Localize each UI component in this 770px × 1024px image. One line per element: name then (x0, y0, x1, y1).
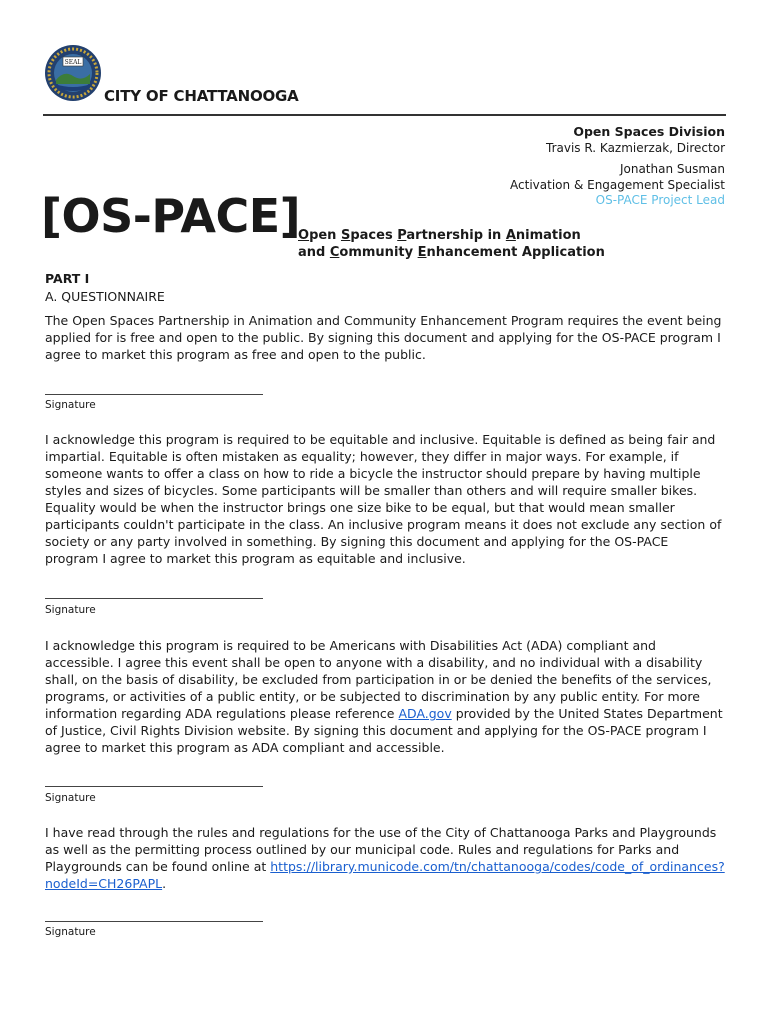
contact-title: Activation & Engagement Specialist (510, 178, 725, 192)
header-rule (43, 114, 726, 116)
signature-line-4[interactable] (45, 921, 263, 922)
question-1-text: The Open Spaces Partnership in Animation and Community Enhancement Program requires the event being applied for is free and open to the public. By signing this document and applying for the OS-PACE program I agree to market this program as free and open to the public. (45, 313, 722, 362)
signature-label-2: Signature (45, 604, 96, 616)
program-acronym: [OS-PACE] (41, 189, 301, 243)
signature-label-3: Signature (45, 792, 96, 804)
signature-line-1[interactable] (45, 394, 263, 395)
city-name: CITY OF CHATTANOOGA (104, 87, 299, 105)
question-4-text: I have read through the rules and regulations for the use of the City of Chattanooga Parks and Playgrounds as well as the permitting process outlined by our municipal code. Rules and regulations for Parks and Playgrounds can be found online at https://library.municode.com/tn/chattanooga/codes/code_of_ordinances?nodeId=CH26PAPL. (45, 825, 725, 891)
municode-link[interactable]: https://library.municode.com/tn/chattanooga/codes/code_of_ordinances?nodeId=CH26PAPL (45, 859, 725, 891)
city-seal-logo (44, 44, 102, 102)
program-name-line-2: and Community Enhancement Application (298, 245, 605, 260)
section-label: A. QUESTIONNAIRE (45, 289, 165, 304)
division-name: Open Spaces Division (573, 124, 725, 139)
signature-line-2[interactable] (45, 598, 263, 599)
director-name: Travis R. Kazmierzak, Director (546, 141, 725, 155)
program-name-line-1: Open Spaces Partnership in Animation (298, 228, 581, 243)
seal-text: SEAL (64, 59, 82, 66)
question-2-text: I acknowledge this program is required to be equitable and inclusive. Equitable is defined as being fair and impartial. Equitable is often mistaken as equality; however, they differ in major ways. For example, if someone wants to offer a class on how to ride a bicycle the instructor should prepare by having multiple styles and sizes of bicycles. Some participants will be smaller than others and will require smaller bikes. Equality would be when the instructor brings one size bike to be equal, but that would mean smaller participants couldn't participate in the class. An inclusive program means it does not exclude any section of society or any party involved in something. By signing this document and applying for the OS-PACE program I agree to market this program as equitable and inclusive. (45, 432, 722, 566)
signature-line-3[interactable] (45, 786, 263, 787)
part-label: PART I (45, 271, 90, 286)
signature-label-1: Signature (45, 399, 96, 411)
program-full-name (298, 227, 605, 261)
signature-label-4: Signature (45, 926, 96, 938)
ada-gov-link[interactable]: ADA.gov (398, 706, 452, 721)
project-lead-label: OS-PACE Project Lead (595, 193, 725, 207)
question-3-text: I acknowledge this program is required to be Americans with Disabilities Act (ADA) compliant and accessible. I agree this event shall be open to anyone with a disability, and no individual with a disability shall, on the basis of disability, be excluded from participation in or be denied the benefits of the services, programs, or activities of a public entity, or be subjected to discrimination by any public entity. For more information regarding ADA regulations please reference ADA.gov provided by the United States Department of Justice, Civil Rights Division website. By signing this document and applying for the OS-PACE program I agree to market this program as ADA compliant and accessible. (45, 638, 723, 755)
contact-name: Jonathan Susman (619, 162, 725, 176)
